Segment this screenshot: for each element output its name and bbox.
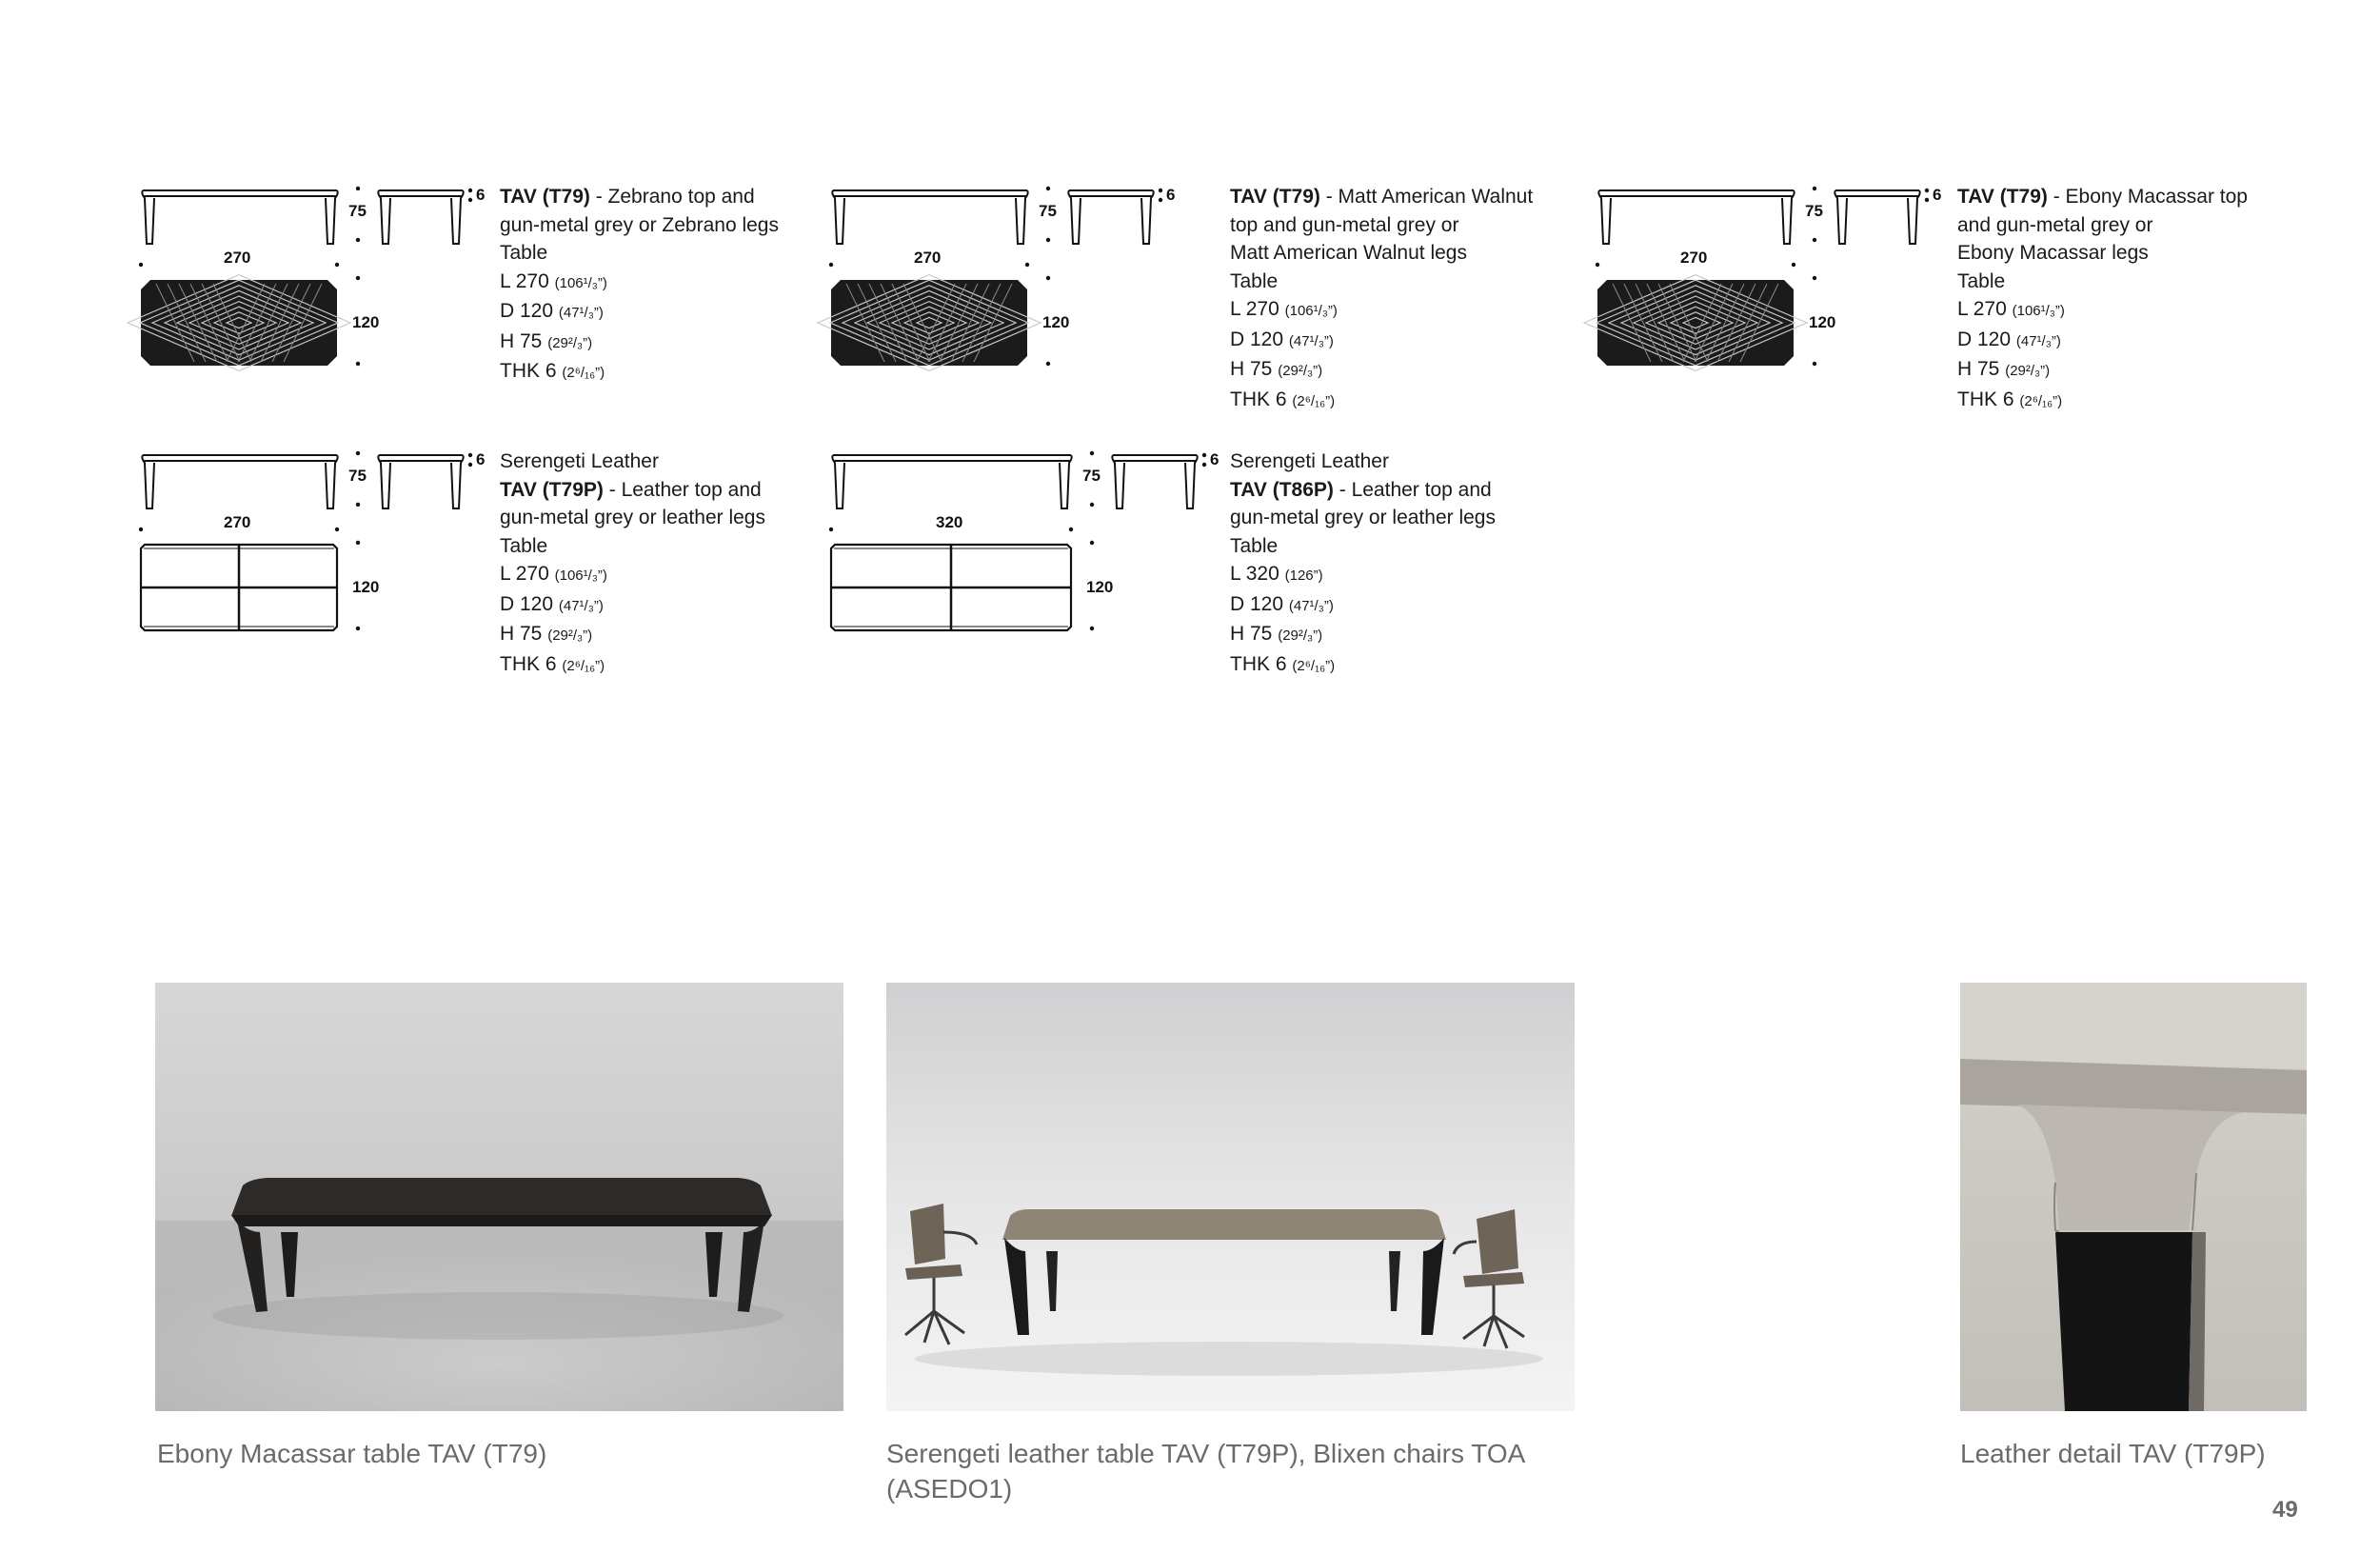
dimension-dot (1202, 453, 1206, 457)
spec-dimension: THK 6 (2⁶/₁₆”) (1230, 388, 1336, 410)
side-elevation (1112, 455, 1197, 508)
dimension-dot (1792, 263, 1795, 267)
dim-length-label: 270 (224, 249, 251, 267)
spec-title: TAV (T79P) - Leather top and (500, 478, 762, 501)
dimension-dot (1813, 362, 1816, 366)
spec-title: TAV (T79) - Matt American Walnut (1230, 186, 1534, 208)
technical-drawing (141, 451, 503, 651)
dimension-dot (1046, 238, 1050, 242)
spec-dimension-imperial: (47¹/₃”) (1288, 332, 1334, 349)
front-elevation (832, 190, 1027, 244)
front-elevation (1598, 190, 1794, 244)
dim-depth-label: 120 (1086, 578, 1114, 596)
spec-description: top and gun-metal grey or (1230, 213, 1459, 236)
spec-dimension: H 75 (29²/₃”) (500, 623, 593, 645)
spec-description: and gun-metal grey or (1957, 213, 2153, 236)
side-elevation (378, 190, 463, 244)
spec-dimension: THK 6 (2⁶/₁₆”) (1230, 652, 1336, 675)
spec-title: TAV (T79) - Zebrano top and (500, 186, 755, 208)
spec-dimension-imperial: (106¹/₃”) (554, 274, 607, 291)
dimension-dot (356, 451, 360, 455)
dimension-dot (1069, 528, 1073, 531)
spec-type: Table (1230, 534, 1279, 557)
caption-serengeti-table: Serengeti leather table TAV (T79P), Blixen chairs TOA (ASEDO1) (886, 1439, 1524, 1503)
side-elevation (1068, 190, 1153, 244)
spec-dimension: L 270 (106¹/₃”) (500, 563, 607, 585)
dimension-dot (1090, 451, 1094, 455)
dimension-dot (1202, 463, 1206, 467)
dim-height-label: 75 (348, 467, 367, 485)
spec-description: Ebony Macassar legs (1957, 242, 2149, 264)
spec-dimension-imperial: (106¹/₃”) (2012, 303, 2065, 319)
dim-depth-label: 120 (1042, 313, 1070, 331)
dimension-dot (1813, 187, 1816, 190)
spec-dimension: D 120 (47¹/₃”) (500, 300, 604, 322)
dim-length-label: 270 (224, 513, 251, 531)
spec-code: TAV (T79) (1957, 186, 2048, 208)
dim-thickness-label: 6 (1933, 186, 1942, 204)
spec-dimension: D 120 (47¹/₃”) (1230, 592, 1334, 615)
spec-dimension: H 75 (29²/₃”) (500, 329, 593, 352)
spec-dimension: L 320 (126”) (1230, 563, 1323, 585)
dimension-dot (335, 263, 339, 267)
technical-drawing (831, 450, 1220, 651)
spec-type: Table (500, 242, 548, 264)
dimension-dot (468, 189, 472, 192)
dimension-dot (1046, 187, 1050, 190)
spec-dimension: D 120 (47¹/₃”) (1957, 328, 2061, 350)
dim-height-label: 75 (1805, 202, 1823, 220)
product-spec-t79p-leather (500, 448, 852, 680)
spec-dimension: H 75 (29²/₃”) (1957, 358, 2051, 380)
plan-view-marquetry (128, 275, 350, 371)
dimension-dot (139, 528, 143, 531)
photo-ebony-table (155, 983, 843, 1411)
spec-dimension-imperial: (126”) (1284, 567, 1323, 584)
dim-depth-label: 120 (352, 578, 380, 596)
dimension-dot (356, 362, 360, 366)
spec-material: Serengeti Leather (1230, 450, 1389, 472)
dimension-dot (1090, 503, 1094, 507)
product-spec-t86p-leather (1230, 448, 1582, 680)
dimension-dot (1596, 263, 1599, 267)
dimension-dot (335, 528, 339, 531)
dimension-dot (356, 187, 360, 190)
dimension-dot (829, 263, 833, 267)
product-spec-t79-walnut (1230, 183, 1582, 415)
dim-length-label: 270 (1680, 249, 1708, 267)
spec-dimension-imperial: (29²/₃”) (547, 627, 593, 644)
spec-description: gun-metal grey or leather legs (1230, 507, 1496, 528)
spec-description: gun-metal grey or leather legs (500, 507, 765, 528)
spec-code: TAV (T86P) (1230, 478, 1334, 501)
dimension-dot (139, 263, 143, 267)
plan-view-leather (831, 545, 1071, 630)
spec-dimension-imperial: (2⁶/₁₆”) (562, 365, 605, 381)
dimension-dot (1813, 276, 1816, 280)
spec-dimension-imperial: (47¹/₃”) (1288, 597, 1334, 614)
spec-dimension: L 270 (106¹/₃”) (1230, 298, 1338, 320)
spec-code: TAV (T79) (1230, 186, 1320, 208)
spec-dimension: THK 6 (2⁶/₁₆”) (500, 360, 605, 382)
dim-thickness-label: 6 (476, 186, 486, 204)
spec-description: gun-metal grey or Zebrano legs (500, 213, 779, 236)
dimension-dot (468, 198, 472, 202)
spec-code: TAV (T79) (500, 186, 590, 208)
dimension-dot (1090, 541, 1094, 545)
spec-dimension-imperial: (106¹/₃”) (1284, 303, 1338, 319)
plan-view-leather (141, 545, 337, 630)
spec-code: TAV (T79P) (500, 478, 604, 501)
dim-depth-label: 120 (1809, 313, 1836, 331)
dimension-dot (356, 627, 360, 630)
dimension-dot (1813, 238, 1816, 242)
dimension-dot (1159, 189, 1162, 192)
dimension-dot (356, 276, 360, 280)
dimension-dot (829, 528, 833, 531)
leather-detail-image (1960, 983, 2307, 1411)
spec-title: TAV (T79) - Ebony Macassar top (1957, 186, 2248, 208)
dim-thickness-label: 6 (1210, 450, 1220, 468)
plan-view-marquetry (1584, 275, 1807, 371)
caption-ebony-table: Ebony Macassar table TAV (T79) (157, 1439, 547, 1468)
spec-dimension-imperial: (2⁶/₁₆”) (562, 657, 605, 674)
dimension-dot (356, 541, 360, 545)
caption-leather-detail: Leather detail TAV (T79P) (1960, 1439, 2266, 1468)
spec-dimension-imperial: (106¹/₃”) (554, 567, 607, 584)
spec-dimension-imperial: (47¹/₃”) (558, 597, 604, 614)
dimension-dot (1925, 198, 1929, 202)
spec-dimension: D 120 (47¹/₃”) (1230, 328, 1334, 350)
photo-leather-detail (1960, 983, 2307, 1411)
spec-dimension-imperial: (2⁶/₁₆”) (1292, 392, 1336, 409)
dim-height-label: 75 (1082, 467, 1101, 485)
front-elevation (142, 455, 337, 508)
side-elevation (378, 455, 463, 508)
dim-height-label: 75 (1039, 202, 1057, 220)
front-elevation (832, 455, 1071, 508)
dimension-dot (1046, 362, 1050, 366)
spec-dimension-imperial: (29²/₃”) (1278, 627, 1323, 644)
photo-serengeti-table (886, 983, 1575, 1411)
spec-dimension-imperial: (2⁶/₁₆”) (2019, 392, 2063, 409)
dimension-dot (356, 238, 360, 242)
serengeti-table-image (886, 983, 1575, 1411)
dim-length-label: 270 (914, 249, 942, 267)
spec-description: Matt American Walnut legs (1230, 242, 1467, 264)
spec-title: TAV (T86P) - Leather top and (1230, 478, 1492, 501)
spec-dimension: THK 6 (2⁶/₁₆”) (500, 652, 605, 675)
spec-dimension: H 75 (29²/₃”) (1230, 358, 1323, 380)
technical-drawing (831, 187, 1193, 387)
dimension-dot (1025, 263, 1029, 267)
spec-dimension: THK 6 (2⁶/₁₆”) (1957, 388, 2063, 410)
spec-dimension: L 270 (106¹/₃”) (1957, 298, 2065, 320)
side-elevation (1835, 190, 1919, 244)
plan-view-marquetry (818, 275, 1041, 371)
dimension-dot (468, 453, 472, 457)
product-spec-t79-zebrano (500, 183, 852, 388)
spec-dimension-imperial: (2⁶/₁₆”) (1292, 657, 1336, 674)
spec-material: Serengeti Leather (500, 450, 659, 472)
spec-type: Table (1230, 269, 1279, 292)
dimension-dot (356, 503, 360, 507)
spec-dimension-imperial: (47¹/₃”) (2015, 332, 2061, 349)
page-number: 49 (2272, 1497, 2298, 1523)
spec-dimension-imperial: (47¹/₃”) (558, 305, 604, 321)
ebony-table-image (155, 983, 843, 1411)
front-elevation (142, 190, 337, 244)
dimension-dot (1159, 198, 1162, 202)
spec-dimension-imperial: (29²/₃”) (547, 334, 593, 351)
dimension-dot (1090, 627, 1094, 630)
spec-dimension: L 270 (106¹/₃”) (500, 269, 607, 292)
dim-height-label: 75 (348, 202, 367, 220)
dim-thickness-label: 6 (1166, 186, 1176, 204)
spec-dimension: D 120 (47¹/₃”) (500, 592, 604, 615)
spec-dimension: H 75 (29²/₃”) (1230, 623, 1323, 645)
technical-drawing (1597, 187, 1959, 387)
dim-depth-label: 120 (352, 313, 380, 331)
technical-drawing (141, 187, 503, 387)
spec-dimension-imperial: (29²/₃”) (1278, 363, 1323, 379)
spec-type: Table (500, 534, 548, 557)
spec-type: Table (1957, 269, 2006, 292)
dimension-dot (1046, 276, 1050, 280)
dim-length-label: 320 (936, 513, 963, 531)
product-spec-t79-ebony (1957, 183, 2310, 415)
spec-dimension-imperial: (29²/₃”) (2005, 363, 2051, 379)
dimension-dot (468, 463, 472, 467)
dimension-dot (1925, 189, 1929, 192)
dim-thickness-label: 6 (476, 450, 486, 468)
